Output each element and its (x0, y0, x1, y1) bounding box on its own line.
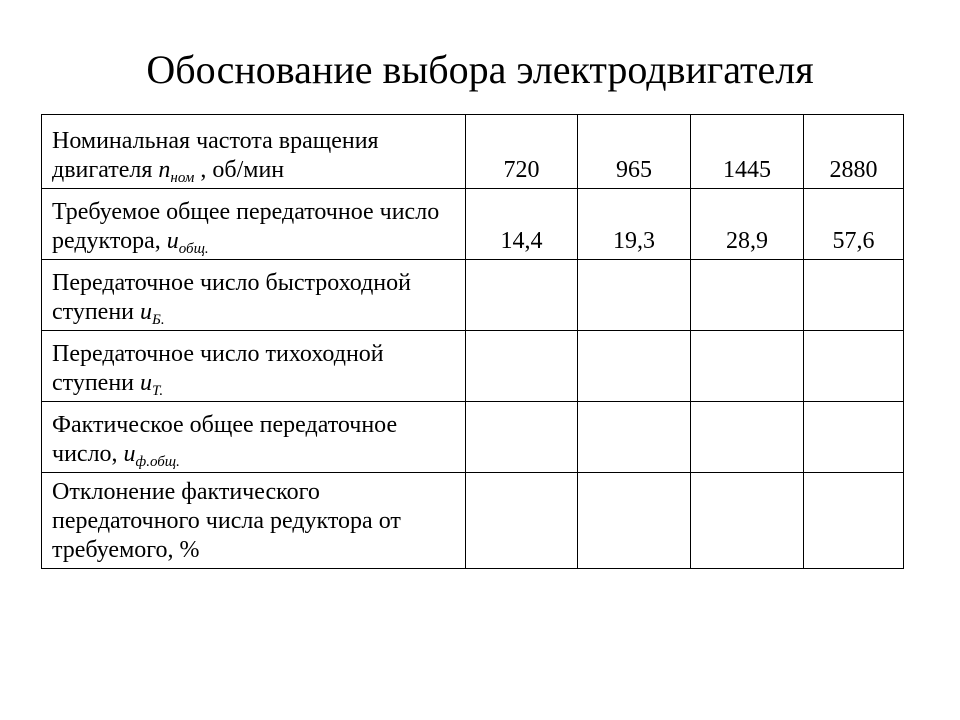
label-text: Требуемое общее передаточное число редуктора, (52, 199, 440, 254)
table-cell: 28,9 (691, 189, 804, 260)
table-cell (691, 402, 804, 473)
table-row-slow-stage-ratio (42, 331, 904, 402)
variable-symbol: u (140, 299, 153, 325)
table-cell (804, 260, 904, 331)
label-text: Номинальная частота вращения двигателя (52, 128, 379, 183)
table-cell (578, 260, 691, 331)
variable-symbol: u (123, 441, 136, 467)
slide-title: Обоснование выбора электродвигателя (146, 47, 814, 92)
table-cell (804, 402, 904, 473)
table-cell: 965 (578, 115, 691, 189)
table-cell: 2880 (804, 115, 904, 189)
row-label-required-ratio (42, 189, 466, 260)
table-cell: 19,3 (578, 189, 691, 260)
table-cell (578, 402, 691, 473)
variable-subscript: ф.общ. (135, 454, 180, 470)
table-cell (804, 331, 904, 402)
label-suffix: , об/мин (194, 157, 285, 183)
table-cell: 1445 (691, 115, 804, 189)
table-cell (466, 260, 578, 331)
table-cell (578, 473, 691, 569)
table-row-required-ratio (42, 189, 904, 260)
variable-subscript: Т. (152, 383, 164, 399)
table-cell (466, 331, 578, 402)
table-cell (691, 331, 804, 402)
table-cell (691, 473, 804, 569)
label-text: Отклонение фактического передаточного числа редуктора от требуемого, % (52, 479, 401, 563)
row-label-slow-stage-ratio (42, 331, 466, 402)
row-label-deviation (42, 473, 466, 569)
table-cell (466, 473, 578, 569)
variable-subscript: ном (170, 170, 195, 186)
row-label-nominal-speed (42, 115, 466, 189)
table-cell (804, 473, 904, 569)
variable-symbol: u (140, 370, 153, 396)
motor-selection-table (41, 114, 904, 569)
table-row-deviation (42, 473, 904, 569)
table-cell (466, 402, 578, 473)
variable-symbol: u (166, 228, 179, 254)
row-label-actual-ratio (42, 402, 466, 473)
variable-symbol: n (158, 157, 171, 183)
table-row-actual-ratio (42, 402, 904, 473)
table-cell (578, 331, 691, 402)
table-cell: 14,4 (466, 189, 578, 260)
table-row-fast-stage-ratio (42, 260, 904, 331)
row-label-fast-stage-ratio (42, 260, 466, 331)
variable-subscript: Б. (152, 312, 165, 328)
label-text: Фактическое общее передаточное число, (52, 412, 398, 467)
variable-subscript: общ. (178, 241, 209, 257)
table-cell (691, 260, 804, 331)
label-text: Передаточное число быстроходной ступени (52, 270, 411, 325)
table-cell: 720 (466, 115, 578, 189)
table-cell: 57,6 (804, 189, 904, 260)
table-row-nominal-speed (42, 115, 904, 189)
label-text: Передаточное число тихоходной ступени (52, 341, 384, 396)
